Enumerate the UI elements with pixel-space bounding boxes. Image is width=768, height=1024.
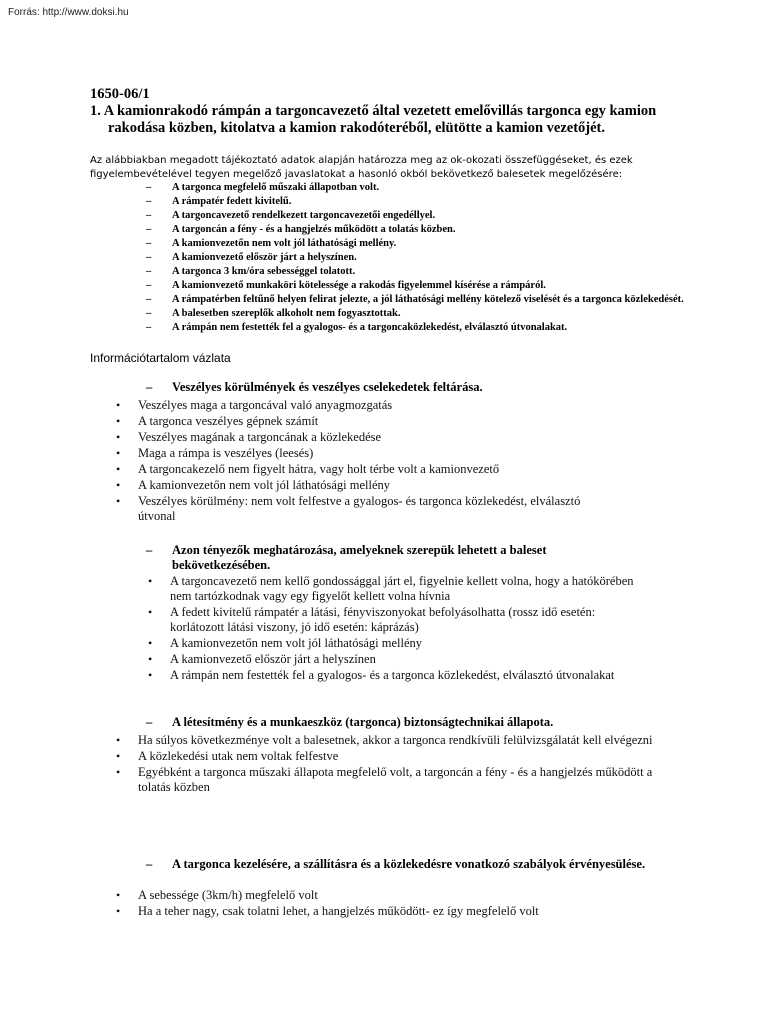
- fact-item: – A rámpatérben feltűnő helyen felirat jelezte, a jól láthatósági mellény kötelező viselését és a targonca közlekedését.: [146, 293, 686, 307]
- section-dash: –: [146, 715, 153, 729]
- section-title: [146, 380, 646, 395]
- fact-item: – A rámpatér fedett kivitelű.: [146, 195, 686, 209]
- list-item: • A kamionvezetőn nem volt jól láthatósági mellény: [114, 478, 614, 493]
- section-dash: –: [146, 543, 153, 557]
- section-list: [114, 733, 674, 796]
- section-title: [146, 715, 646, 730]
- list-item: • Ha a teher nagy, csak tolatni lehet, a hangjelzés működött- ez így megfelelő volt: [114, 904, 674, 919]
- list-item: • A rámpán nem festették fel a gyalogos- és a targonca közlekedést, elválasztó útvonalakat: [146, 668, 646, 683]
- list-item: • A kamionvezető először járt a helyszínen: [146, 652, 646, 667]
- section-list: [146, 574, 646, 684]
- section-list: [114, 888, 674, 920]
- list-item: • Veszélyes körülmény: nem volt felfestve a gyalogos- és targonca közlekedést, elválasztó útvonal: [114, 494, 614, 524]
- task-heading: 1. A kamionrakodó rámpán a targoncavezető által vezetett emelővillás targonca egy kamion rakodása közben, kitolatva a kamion rakodóteréből, elütötte a kamion vezetőjét.: [90, 103, 657, 136]
- list-item: • Veszélyes magának a targoncának a közlekedése: [114, 430, 614, 445]
- fact-item: – A balesetben szereplők alkoholt nem fogyasztottak.: [146, 307, 686, 321]
- list-item: • A targonca veszélyes gépnek számít: [114, 414, 614, 429]
- section-list: [114, 398, 614, 525]
- section-title: [146, 857, 646, 872]
- document-id: 1650-06/1: [90, 86, 150, 102]
- list-item: • A targoncakezelő nem figyelt hátra, vagy holt térbe volt a kamionvezető: [114, 462, 614, 477]
- section-title: [146, 543, 646, 573]
- facts-list: [146, 181, 686, 335]
- list-item: • A fedett kivitelű rámpatér a látási, fényviszonyokat befolyásolhatta (rossz idő esetén: korlátozott látási viszony, jó idő esetén: káprázás): [146, 605, 646, 635]
- fact-item: – A rámpán nem festették fel a gyalogos- és a targoncaközlekedést, elválasztó útvonalakat.: [146, 321, 686, 335]
- fact-item: – A targoncán a fény - és a hangjelzés működött a tolatás közben.: [146, 223, 686, 237]
- source-label: Forrás: http://www.doksi.hu: [8, 7, 129, 18]
- list-item: • Veszélyes maga a targoncával való anyagmozgatás: [114, 398, 614, 413]
- fact-item: – A targonca 3 km/óra sebességgel tolatott.: [146, 265, 686, 279]
- section-title-text: Azon tényezők meghatározása, amelyeknek szerepük lehetett a baleset bekövetkezésében.: [172, 543, 547, 572]
- section-title-text: A targonca kezelésére, a szállításra és a közlekedésre vonatkozó szabályok érvényesülése.: [172, 857, 646, 871]
- fact-item: – A targonca megfelelő műszaki állapotban volt.: [146, 181, 686, 195]
- list-item: • Ha súlyos következménye volt a balesetnek, akkor a targonca rendkívüli felülvizsgálatát kell elvégezni: [114, 733, 674, 748]
- section-dash: –: [146, 380, 153, 394]
- section-dash: –: [146, 857, 153, 871]
- fact-item: – A kamionvezető először járt a helyszínen.: [146, 251, 686, 265]
- list-item: • A közlekedési utak nem voltak felfestve: [114, 749, 674, 764]
- outline-title: Információtartalom vázlata: [90, 351, 231, 365]
- fact-item: – A targoncavezető rendelkezett targoncavezetői engedéllyel.: [146, 209, 686, 223]
- fact-item: – A kamionvezetőn nem volt jól láthatósági mellény.: [146, 237, 686, 251]
- fact-item: – A kamionvezető munkaköri kötelessége a rakodás figyelemmel kísérése a rámpáról.: [146, 279, 686, 293]
- list-item: • A sebessége (3km/h) megfelelő volt: [114, 888, 674, 903]
- list-item: • A kamionvezetőn nem volt jól láthatósági mellény: [146, 636, 646, 651]
- list-item: • A targoncavezető nem kellő gondossággal járt el, figyelnie kellett volna, hogy a hatókörében nem tartózkodnak vagy egy figyelőt kellett volna hívnia: [146, 574, 646, 604]
- task-intro: Az alábbiakban megadott tájékoztató adatok alapján határozza meg az ok-okozati összefüggéseket, és ezek figyelembevételével tegyen megelőző javaslatokat a hasonló okból bekövetkező balesetek megelőzésére:: [90, 155, 633, 180]
- list-item: • Maga a rámpa is veszélyes (leesés): [114, 446, 614, 461]
- list-item: • Egyébként a targonca műszaki állapota megfelelő volt, a targoncán a fény - és a hangjelzés működött a tolatás közben: [114, 765, 674, 795]
- section-title-text: A létesítmény és a munkaeszköz (targonca) biztonságtechnikai állapota.: [172, 715, 554, 729]
- section-title-text: Veszélyes körülmények és veszélyes cselekedetek feltárása.: [172, 380, 483, 394]
